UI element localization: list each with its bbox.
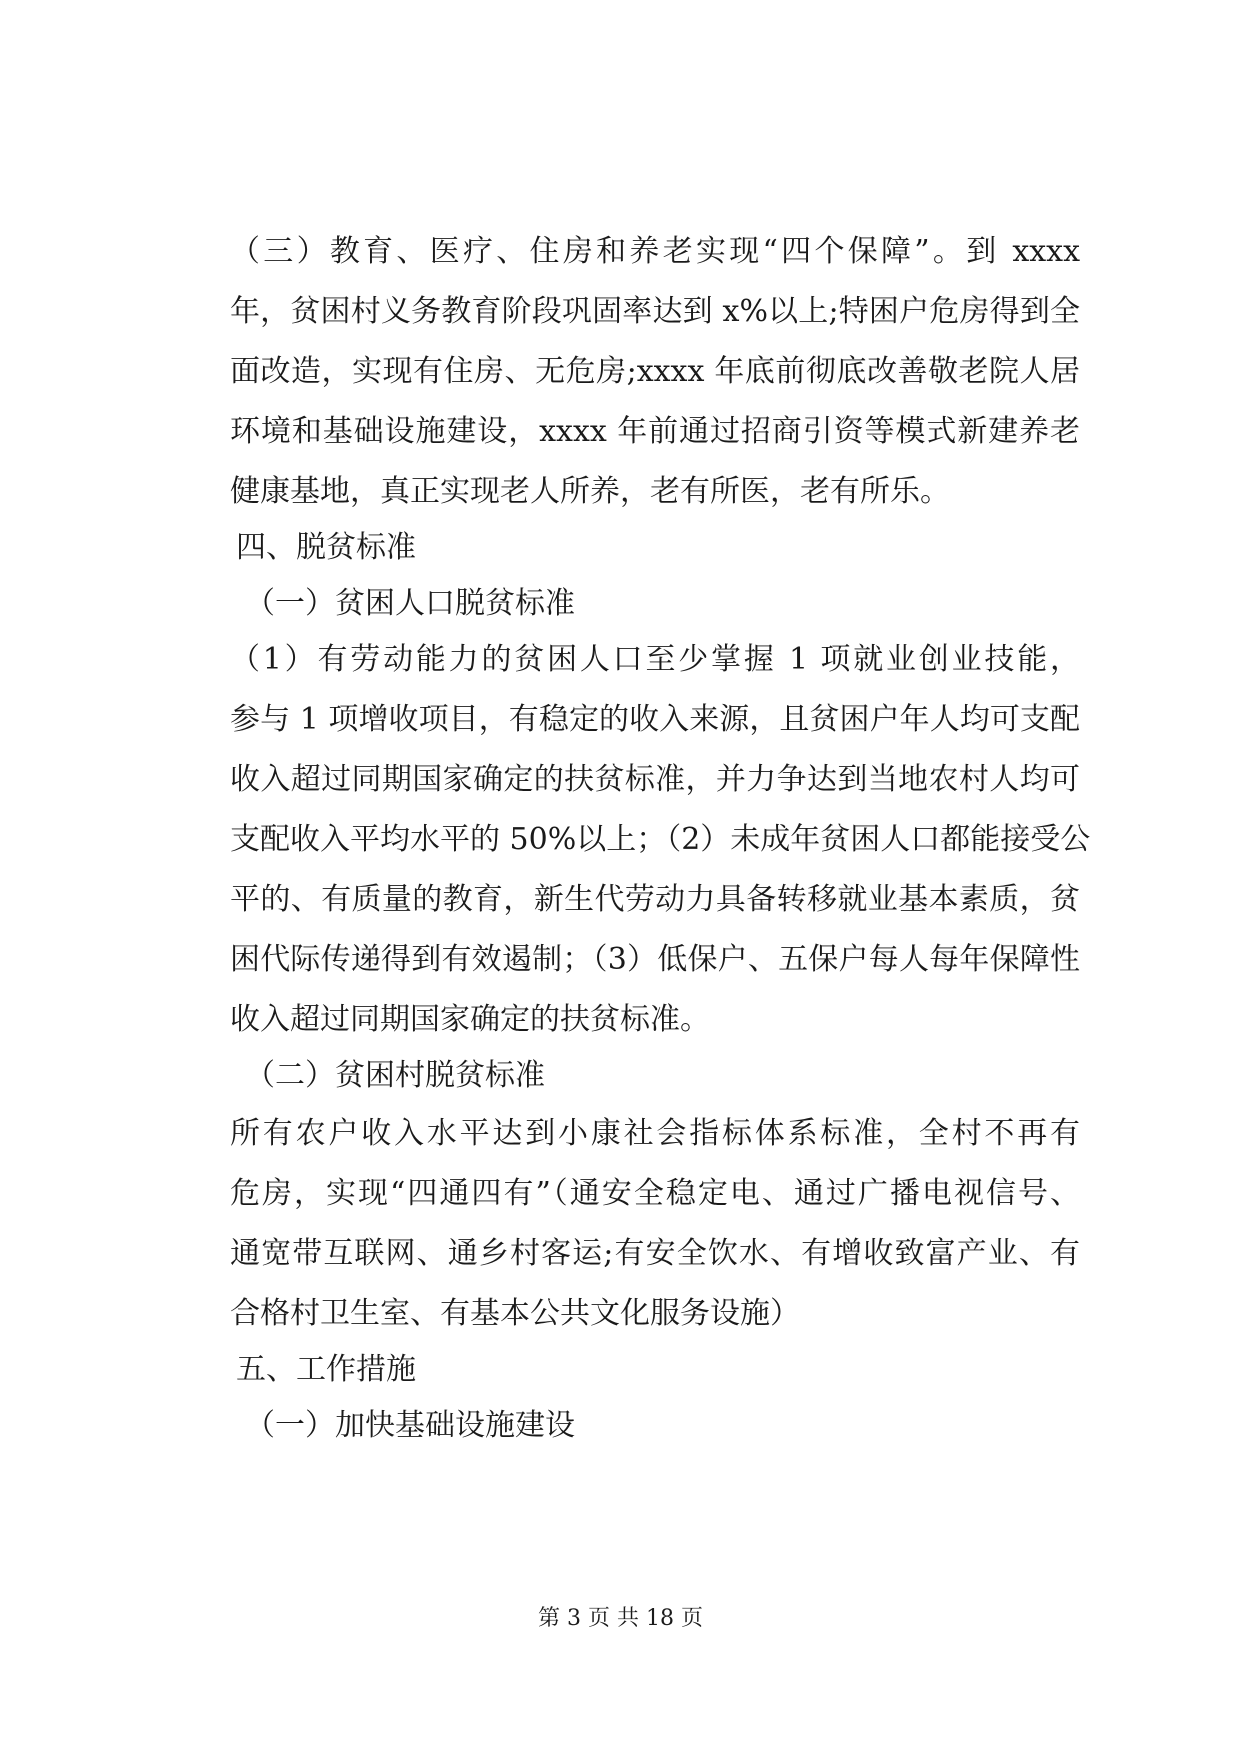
standard-line-2: 参与 1 项增收项目，有稳定的收入来源，且贫困户年人均可支配 [230,702,1080,737]
page-number: 第 3 页 共 18 页 [538,1606,703,1631]
village-standard-line-3: 通宽带互联网、通乡村客运;有安全饮水、有增收致富产业、有 [230,1236,1080,1271]
village-standard-line-2: 危房，实现“四通四有”（通安全稳定电、通过广播电视信号、 [230,1176,1080,1211]
village-standard-line-4: 合格村卫生室、有基本公共文化服务设施） [230,1296,800,1331]
paragraph-3-line-5: 健康基地，真正实现老人所养，老有所医，老有所乐。 [230,474,950,509]
section-heading-5: 五、工作措施 [236,1352,416,1387]
standard-line-3: 收入超过同期国家确定的扶贫标准，并力争达到当地农村人均可 [230,762,1080,797]
standard-line-7: 收入超过同期国家确定的扶贫标准。 [230,1002,710,1037]
standard-line-4: 支配收入平均水平的 50%以上；（2）未成年贫困人口都能接受公 [230,822,1091,857]
paragraph-3-line-1: （三）教育、医疗、住房和养老实现“四个保障”。到 xxxx [230,234,1080,269]
standard-line-1: （1）有劳动能力的贫困人口至少掌握 1 项就业创业技能， [230,642,1080,677]
section-heading-4: 四、脱贫标准 [236,530,416,565]
paragraph-3-line-4: 环境和基础设施建设，xxxx 年前通过招商引资等模式新建养老 [230,414,1080,449]
standard-line-6: 困代际传递得到有效遏制；（3）低保户、五保户每人每年保障性 [230,942,1080,977]
standard-line-5: 平的、有质量的教育，新生代劳动力具备转移就业基本素质，贫 [230,882,1080,917]
paragraph-3-line-2: 年，贫困村义务教育阶段巩固率达到 x%以上;特困户危房得到全 [230,294,1080,329]
village-standard-line-1: 所有农户收入水平达到小康社会指标体系标准，全村不再有 [230,1116,1080,1151]
subheading-4-1: （一）贫困人口脱贫标准 [245,586,575,621]
subheading-4-2: （二）贫困村脱贫标准 [245,1058,545,1093]
paragraph-3-line-3: 面改造，实现有住房、无危房;xxxx 年底前彻底改善敬老院人居 [230,354,1080,389]
subheading-5-1: （一）加快基础设施建设 [245,1408,575,1443]
